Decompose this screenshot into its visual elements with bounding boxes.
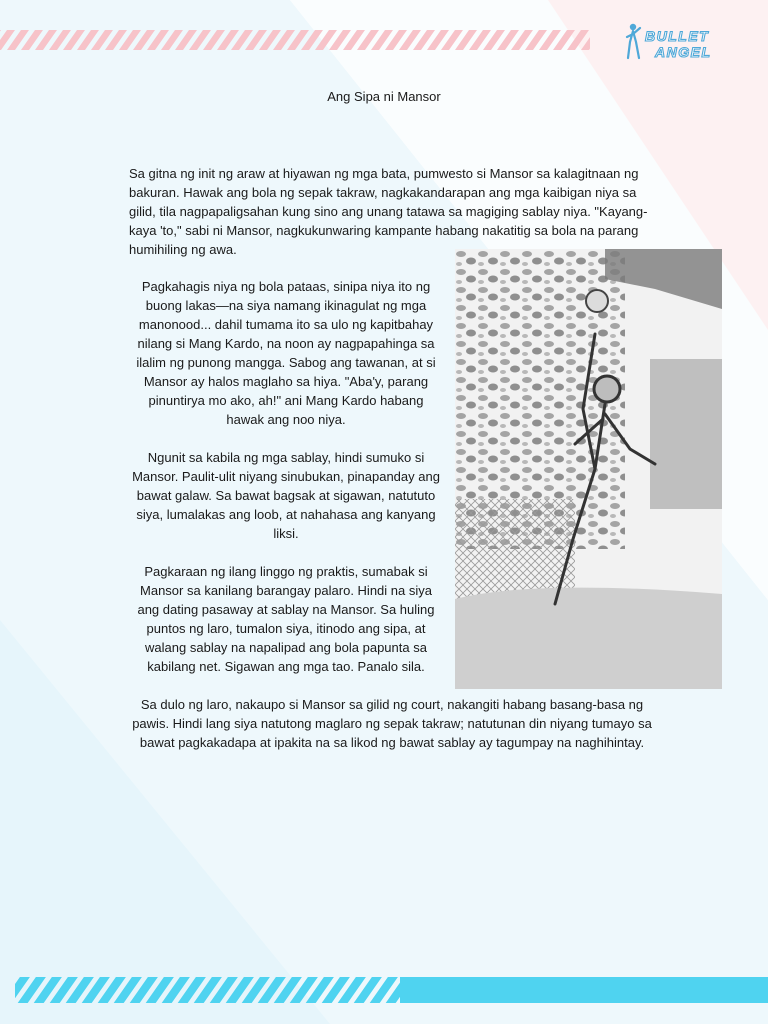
bullet-angel-logo bbox=[625, 20, 735, 62]
logo-wordmark bbox=[641, 26, 735, 60]
sepak-takraw-kick-photo bbox=[455, 249, 722, 689]
bottom-cyan-bar bbox=[400, 977, 768, 1003]
photo-shelter bbox=[650, 359, 722, 509]
photo-takraw-ball bbox=[586, 290, 608, 312]
logo-line-1: BULLET bbox=[645, 28, 710, 44]
photo-ground bbox=[455, 588, 722, 689]
story-paragraph-5: Sa dulo ng laro, nakaupo si Mansor sa gilid ng court, nakangiti habang basang-basa ng pawis. Hindi lang siya natutong maglaro ng sepak takraw; natutunan din niyang tumayo sa bawat pagkakadapa at ipakita na sa likod ng bawat sablay ay tagumpay na naghihintay. bbox=[132, 697, 652, 750]
top-pink-stripe-band bbox=[0, 30, 590, 50]
story-paragraph-3: Ngunit sa kabila ng mga sablay, hindi sumuko si Mansor. Paulit-ulit niyang sinubukan, pinapanday ang bawat galaw. Sa bawat bagsak at sigawan, natututo siya, lumalakas ang loob, at nahahasa ang kanyang liksi. bbox=[132, 450, 440, 541]
story-paragraph-4: Pagkaraan ng ilang linggo ng praktis, sumabak si Mansor sa kanilang barangay palaro. Hindi na siya ang dating pasaway at sablay na Mansor. Sa huling puntos ng laro, tumalon siya, itinodo ang sipa, at walang sablay na napalipad ang bola papunta sa kabilang net. Sigawan ang mga tao. Panalo sila. bbox=[137, 564, 435, 674]
story-paragraph-1: Sa gitna ng init ng araw at hiyawan ng mga bata, pumwesto si Mansor sa kalagitnaan ng bakuran. Hawak ang bola ng sepak takraw, nagkakandarapan ang mga kaibigan niya sa gilid, tila nagpapaligsahan kung sino ang unang tatawa sa magiging sablay niya. "Kayang-kaya 'to," sabi ni Mansor, nagkukunwaring kampante habang nakatitig sa bola na parang humihiling ng awa. bbox=[129, 166, 648, 257]
story-paragraph-2: Pagkahagis niya ng bola pataas, sinipa niya ito ng buong lakas—na siya namang ikinagulat ng mga manonood... dahil tumama ito sa ulo ng kapitbahay nilang si Mang Kardo, na noon ay nagpapahinga sa ilalim ng punong mangga. Sabog ang tawanan, at si Mansor ay halos maglaho sa hiya. "Aba'y, parang pinuntirya mo ako, ah!" ani Mang Kardo habang hawak ang noo niya. bbox=[136, 279, 436, 427]
bottom-cyan-stripe-band bbox=[15, 977, 400, 1003]
logo-line-2: ANGEL bbox=[655, 44, 712, 60]
story-title: Ang Sipa ni Mansor bbox=[327, 89, 441, 104]
